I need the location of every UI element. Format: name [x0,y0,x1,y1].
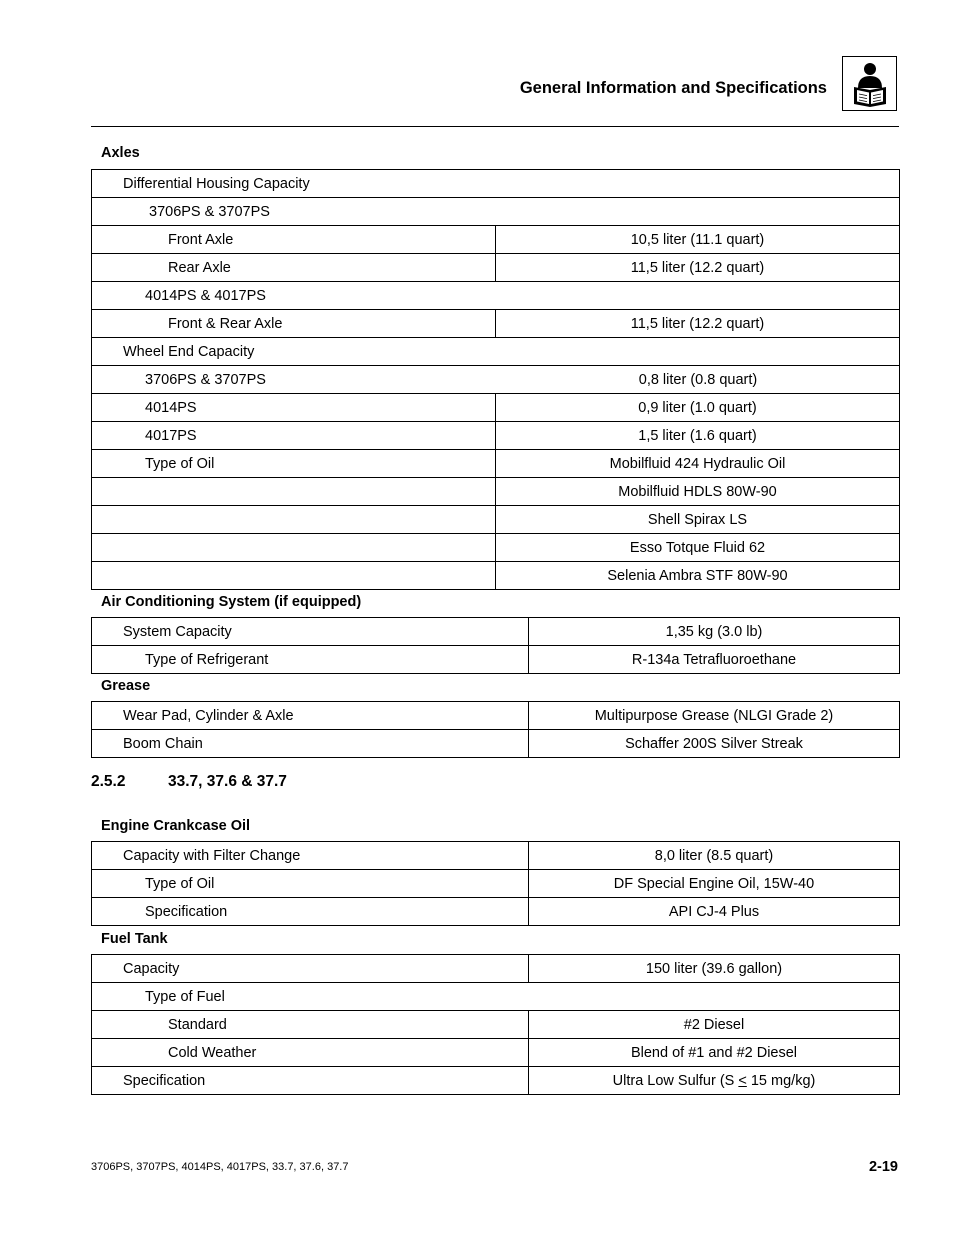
subsection-heading [91,773,287,791]
empty-cell [92,506,496,534]
crankcase-capacity-label: Capacity with Filter Change [92,842,529,870]
manual-reader-icon [842,56,897,111]
group1-label: 3706PS & 3707PS [92,198,900,226]
we-3706-value: 0,8 liter (0.8 quart) [638,371,758,388]
fuel-capacity-label: Capacity [92,955,529,983]
grease-table [91,701,900,758]
axles-heading: Axles [101,145,140,161]
oil-value: Mobilfluid HDLS 80W-90 [496,478,900,506]
ac-table [91,617,900,674]
fuel-heading: Fuel Tank [101,931,168,947]
empty-cell [92,478,496,506]
refrigerant-label: Type of Refrigerant [92,646,529,674]
crankcase-oil-type-label: Type of Oil [92,870,529,898]
boom-chain-value: Schaffer 200S Silver Streak [529,730,900,758]
crankcase-spec-label: Specification [92,898,529,926]
table-row [92,226,900,254]
table-row [92,478,900,506]
page-number: 2-19 [868,1159,898,1175]
grease-heading: Grease [101,678,151,694]
table-row [92,534,900,562]
group2-label: 4014PS & 4017PS [92,282,900,310]
footer-models: 3706PS, 3707PS, 4014PS, 4017PS, 33.7, 37.6, 37.7 [91,1161,349,1173]
fuel-spec-label: Specification [92,1067,529,1095]
table-row [92,1039,900,1067]
standard-value: #2 Diesel [529,1011,900,1039]
crankcase-capacity-value: 8,0 liter (8.5 quart) [529,842,900,870]
axles-table [91,169,900,590]
table-row [92,422,900,450]
subsection-number: 2.5.2 [91,773,126,790]
table-row [92,702,900,730]
table-row [92,170,900,198]
table-row [92,1067,900,1095]
table-row [92,562,900,590]
page-title: General Information and Specifications [519,79,827,97]
table-row [92,310,900,338]
boom-chain-label: Boom Chain [92,730,529,758]
fuel-spec-prefix: Ultra Low Sulfur (S [612,1072,739,1089]
we-3706-row-cell [92,366,900,394]
fuel-table [91,954,900,1095]
we-3706-label: 3706PS & 3707PS [145,371,266,388]
front-rear-axle-value: 11,5 liter (12.2 quart) [496,310,900,338]
wheel-end-label: Wheel End Capacity [92,338,900,366]
table-row [92,506,900,534]
front-axle-label: Front Axle [92,226,496,254]
we-4014-label: 4014PS [92,394,496,422]
table-row [92,394,900,422]
standard-label: Standard [92,1011,529,1039]
table-row [92,1011,900,1039]
less-equal-symbol: < [738,1072,747,1089]
oil-type-label: Type of Oil [92,450,496,478]
ac-capacity-label: System Capacity [92,618,529,646]
table-row [92,282,900,310]
fuel-capacity-value: 150 liter (39.6 gallon) [529,955,900,983]
front-axle-value: 10,5 liter (11.1 quart) [496,226,900,254]
table-row [92,646,900,674]
diff-housing-label: Differential Housing Capacity [92,170,900,198]
table-row [92,450,900,478]
we-4014-value: 0,9 liter (1.0 quart) [496,394,900,422]
rear-axle-value: 11,5 liter (12.2 quart) [496,254,900,282]
fuel-type-label: Type of Fuel [92,983,900,1011]
empty-cell [92,562,496,590]
table-row [92,198,900,226]
we-4017-value: 1,5 liter (1.6 quart) [496,422,900,450]
front-rear-axle-label: Front & Rear Axle [92,310,496,338]
wear-pad-label: Wear Pad, Cylinder & Axle [92,702,529,730]
table-row [92,898,900,926]
rear-axle-label: Rear Axle [92,254,496,282]
table-row [92,618,900,646]
fuel-spec-suffix: 15 mg/kg) [746,1072,816,1089]
table-row [92,730,900,758]
cold-weather-label: Cold Weather [92,1039,529,1067]
table-row [92,338,900,366]
oil-value: Shell Spirax LS [496,506,900,534]
crankcase-table [91,841,900,926]
oil-value: Mobilfluid 424 Hydraulic Oil [496,450,900,478]
wear-pad-value: Multipurpose Grease (NLGI Grade 2) [529,702,900,730]
table-row [92,842,900,870]
we-4017-label: 4017PS [92,422,496,450]
cold-weather-value: Blend of #1 and #2 Diesel [529,1039,900,1067]
oil-value: Selenia Ambra STF 80W-90 [496,562,900,590]
table-row [92,955,900,983]
ac-heading: Air Conditioning System (if equipped) [101,594,362,610]
empty-cell [92,534,496,562]
header-rule [91,126,899,127]
refrigerant-value: R-134a Tetrafluoroethane [529,646,900,674]
crankcase-heading: Engine Crankcase Oil [101,818,251,834]
table-row [92,983,900,1011]
oil-value: Esso Totque Fluid 62 [496,534,900,562]
subsection-title: 33.7, 37.6 & 37.7 [168,773,287,790]
fuel-spec-value [529,1067,900,1095]
crankcase-oil-type-value: DF Special Engine Oil, 15W-40 [529,870,900,898]
ac-capacity-value: 1,35 kg (3.0 lb) [529,618,900,646]
crankcase-spec-value: API CJ-4 Plus [529,898,900,926]
table-row [92,366,900,394]
table-row [92,254,900,282]
table-row [92,870,900,898]
